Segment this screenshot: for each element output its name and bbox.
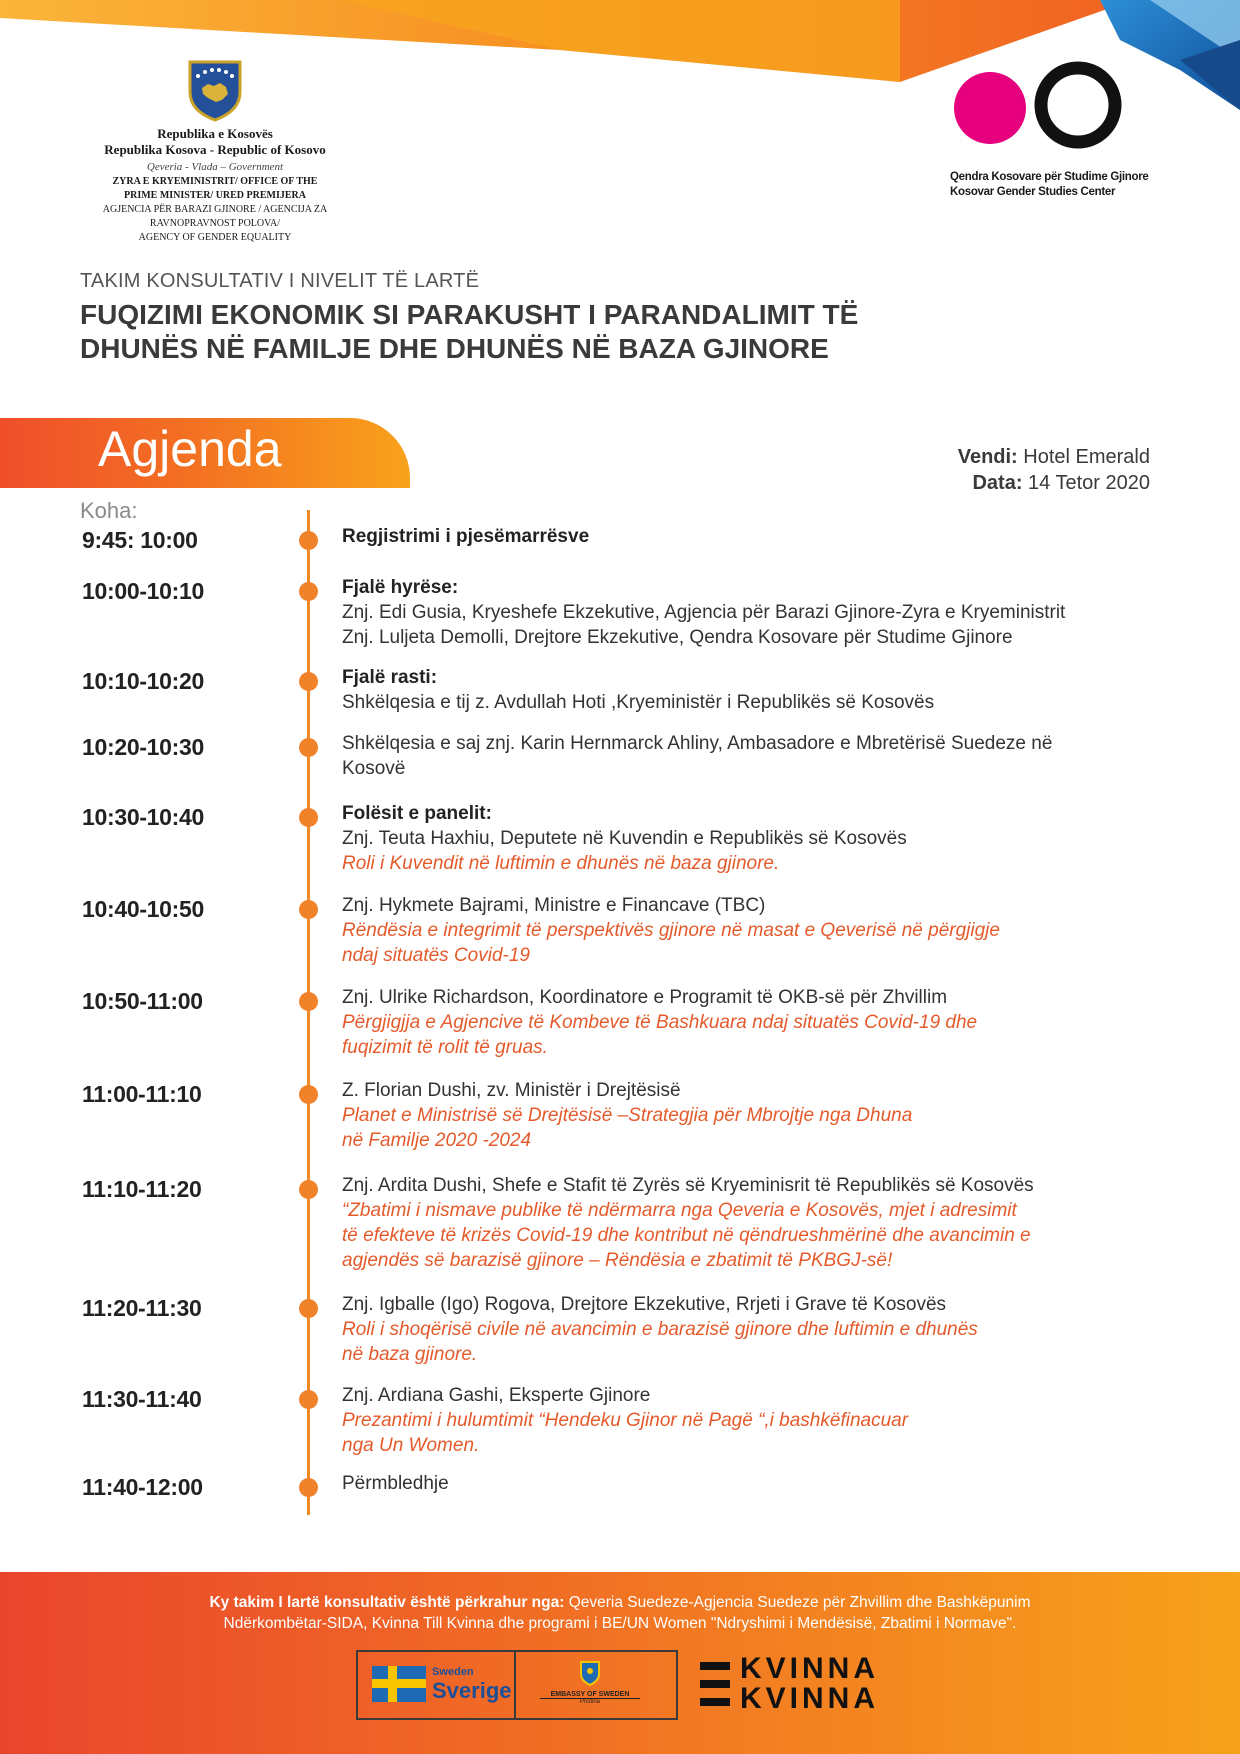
agenda-time: 10:50-11:00 (82, 988, 203, 1014)
agenda-time: 11:00-11:10 (82, 1081, 202, 1107)
kgsc-circles-icon (950, 58, 1140, 158)
agenda-heading: Folësit e panelit: (342, 803, 492, 824)
agenda-content (342, 985, 1172, 1060)
gov-line-1: Republika e Kosovës (157, 126, 273, 141)
sweden-logo (372, 1665, 512, 1703)
agenda-speaker-line: Znj. Ulrike Richardson, Koordinatore e Programit të OKB-së për Zhvillim (342, 987, 948, 1008)
timeline-dot (299, 1390, 318, 1409)
agenda-topic-line: në Familje 2020 -2024 (342, 1130, 532, 1151)
agenda-topic-line: nga Un Women. (342, 1435, 480, 1456)
support-text-2: Ndërkombëtar-SIDA, Kvinna Till Kvinna dhe programi i BE/UN Women "Ndryshimi i Mendësisë, Zbatimi i Normave". (223, 1615, 1017, 1632)
agenda-content (342, 1173, 1172, 1273)
title-line-2: DHUNËS NË FAMILJE DHE DHUNËS NË BAZA GJINORE (80, 333, 829, 364)
agenda-content (342, 1292, 1172, 1367)
agenda-speaker-line: Z. Florian Dushi, zv. Ministër i Drejtësisë (342, 1080, 681, 1101)
agenda-speaker-line: Shkëlqesia e saj znj. Karin Hernmarck Ahliny, Ambasadore e Mbretërisë Suedeze në (342, 733, 1053, 754)
gov-line-4: ZYRA E KRYEMINISTRIT/ OFFICE OF THE (112, 176, 318, 187)
timeline-dot (299, 531, 318, 550)
timeline-dot (299, 1299, 318, 1318)
support-label: Ky takim I lartë konsultativ është përkrahur nga: (209, 1594, 565, 1611)
agenda-heading: Fjalë hyrëse: (342, 577, 459, 598)
agenda-topic-line: Roli i shoqërisë civile në avancimin e barazisë gjinore dhe luftimin e dhunës (342, 1319, 978, 1340)
agenda-topic-line: Prezantimi i hulumtimit “Hendeku Gjinor në Pagë “,i bashkëfinacuar (342, 1410, 909, 1431)
agenda-speaker-line: Kosovë (342, 758, 406, 779)
agenda-heading: Regjistrimi i pjesëmarrësve (342, 526, 590, 547)
agenda-topic-line: Planet e Ministrisë së Drejtësisë –Strategjia për Mbrojtje nga Dhuna (342, 1105, 913, 1126)
timeline-dot (299, 738, 318, 757)
kosovo-emblem-icon (186, 58, 244, 122)
gov-line-3: Qeveria - Vlada – Government (146, 161, 284, 173)
timeline-line (307, 510, 310, 1515)
agenda-topic-line: Rëndësia e integrimit të perspektivës gjinore në masat e Qeverisë në përgjigje (342, 920, 1000, 941)
gov-line-6: AGJENCIA PËR BARAZI GJINORE / AGENCIJA ZA (102, 204, 328, 215)
kgsc-name-sq: Qendra Kosovare për Studime Gjinore (950, 171, 1149, 183)
agenda-content (342, 665, 1172, 715)
timeline-dot (299, 582, 318, 601)
kvinna-word-2: KVINNA (740, 1682, 880, 1715)
venue-label: Vendi: (957, 446, 1018, 468)
agenda-topic-line: në baza gjinore. (342, 1344, 478, 1365)
agenda-speaker-line: Shkëlqesia e tij z. Avdullah Hoti ,Kryeministër i Republikës së Kosovës (342, 692, 935, 713)
agenda-content (342, 731, 1172, 781)
agenda-topic-line: Roli i Kuvendit në luftimin e dhunës në baza gjinore. (342, 853, 780, 874)
sweden-big: Sverige (432, 1678, 512, 1703)
sponsor-divider (514, 1650, 516, 1720)
date-label: Data: (972, 472, 1023, 494)
agenda-speaker-line: Znj. Teuta Haxhiu, Deputete në Kuvendin e Republikës së Kosovës (342, 828, 907, 849)
meeting-subtitle: TAKIM KONSULTATIV I NIVELIT TË LARTË (80, 270, 480, 292)
agenda-time: 11:30-11:40 (82, 1386, 202, 1412)
government-header (60, 58, 370, 244)
kgsc-name-en: Kosovar Gender Studies Center (950, 186, 1116, 198)
agenda-topic-line: ndaj situatës Covid-19 (342, 945, 530, 966)
timeline-dot (299, 808, 318, 827)
agenda-time: 10:00-10:10 (82, 578, 205, 604)
timeline-dot (299, 992, 318, 1011)
agenda-time: 11:40-12:00 (82, 1474, 203, 1500)
sweden-small: Sweden (432, 1666, 474, 1678)
kgsc-logo (950, 58, 1150, 198)
embassy-name: EMBASSY OF SWEDEN (540, 1691, 640, 1699)
agenda-time: 10:20-10:30 (82, 734, 205, 760)
agenda-topic-line: Përgjigjja e Agjencive të Kombeve të Bashkuara ndaj situatës Covid-19 dhe (342, 1012, 978, 1033)
timeline-dot (299, 672, 318, 691)
agenda-speaker-line: Znj. Ardita Dushi, Shefe e Stafit të Zyrës së Kryeminisrit të Republikës së Kosovës (342, 1175, 1034, 1196)
venue-info (958, 444, 1150, 496)
agenda-topic-line: të efekteve të krizës Covid-19 dhe kontribut në qëndrueshmërinë dhe avancimin e (342, 1225, 1031, 1246)
embassy-city: Pristina (579, 1699, 600, 1705)
timeline-dot (299, 900, 318, 919)
agenda-topic-line: fuqizimit të rolit të gruas. (342, 1037, 548, 1058)
agenda-topic-line: agjendës së barazisë gjinore – Rëndësia e zbatimit të PKBGJ-së! (342, 1250, 893, 1271)
agenda-topic-line: “Zbatimi i nismave publike të ndërmarra nga Qeveria e Kosovës, mjet i adresimit (342, 1200, 1017, 1221)
agenda-content (342, 575, 1172, 650)
title-line-1: FUQIZIMI EKONOMIK SI PARAKUSHT I PARANDALIMIT TË (80, 299, 859, 330)
venue-value: Hotel Emerald (1023, 446, 1150, 468)
gov-line-2: Republika Kosova - Republic of Kosovo (104, 142, 326, 157)
timeline-dot (299, 1478, 318, 1497)
support-text: Qeveria Suedeze-Agjencia Suedeze për Zhvillim dhe Bashkëpunim (568, 1594, 1031, 1611)
timeline-dot (299, 1180, 318, 1199)
agenda-time: 10:30-10:40 (82, 804, 205, 830)
swedish-crest-icon (579, 1660, 601, 1686)
agenda-speaker-line: Përmbledhje (342, 1473, 449, 1494)
agenda-content (342, 1078, 1172, 1153)
agenda-time: 10:40-10:50 (82, 896, 205, 922)
timeline-dot (299, 1085, 318, 1104)
agenda-content (342, 1471, 1172, 1496)
agenda-title: Agjenda (98, 421, 282, 477)
gov-line-7: RAVNOPRAVNOST POLOVA/ (149, 218, 281, 229)
swedish-flag-icon (372, 1666, 426, 1702)
agenda-time: 11:20-11:30 (82, 1295, 202, 1321)
date-value: 14 Tetor 2020 (1028, 472, 1150, 494)
agenda-speaker-line: Znj. Hykmete Bajrami, Ministre e Financave (TBC) (342, 895, 766, 916)
agenda-content (342, 1383, 1172, 1458)
agenda-speaker-line: Znj. Luljeta Demolli, Drejtore Ekzekutive, Qendra Kosovare për Studime Gjinore (342, 627, 1013, 648)
agenda-time: 10:10-10:20 (82, 668, 205, 694)
gov-line-5: PRIME MINISTER/ URED PREMIJERA (124, 190, 306, 201)
time-column-label: Koha: (80, 498, 138, 523)
gov-line-8: AGENCY OF GENDER EQUALITY (138, 232, 292, 243)
page-title (80, 298, 980, 366)
agenda-speaker-line: Znj. Ardiana Gashi, Eksperte Gjinore (342, 1385, 651, 1406)
agenda-content (342, 801, 1172, 876)
kvinna-till-kvinna-logo (700, 1654, 879, 1714)
agenda-time: 9:45: 10:00 (82, 527, 198, 553)
agenda-content (342, 524, 1172, 549)
embassy-logo (540, 1660, 640, 1705)
footer-support-text (90, 1592, 1150, 1634)
kvinna-word-1: KVINNA (740, 1652, 880, 1685)
agenda-heading: Fjalë rasti: (342, 667, 438, 688)
agenda-speaker-line: Znj. Igballe (Igo) Rogova, Drejtore Ekzekutive, Rrjeti i Grave të Kosovës (342, 1294, 947, 1315)
agenda-speaker-line: Znj. Edi Gusia, Kryeshefe Ekzekutive, Agjencia për Barazi Gjinore-Zyra e Kryeministrit (342, 602, 1066, 623)
kvinna-bars-icon (700, 1660, 730, 1708)
agenda-time: 11:10-11:20 (82, 1176, 202, 1202)
agenda-content (342, 893, 1172, 968)
